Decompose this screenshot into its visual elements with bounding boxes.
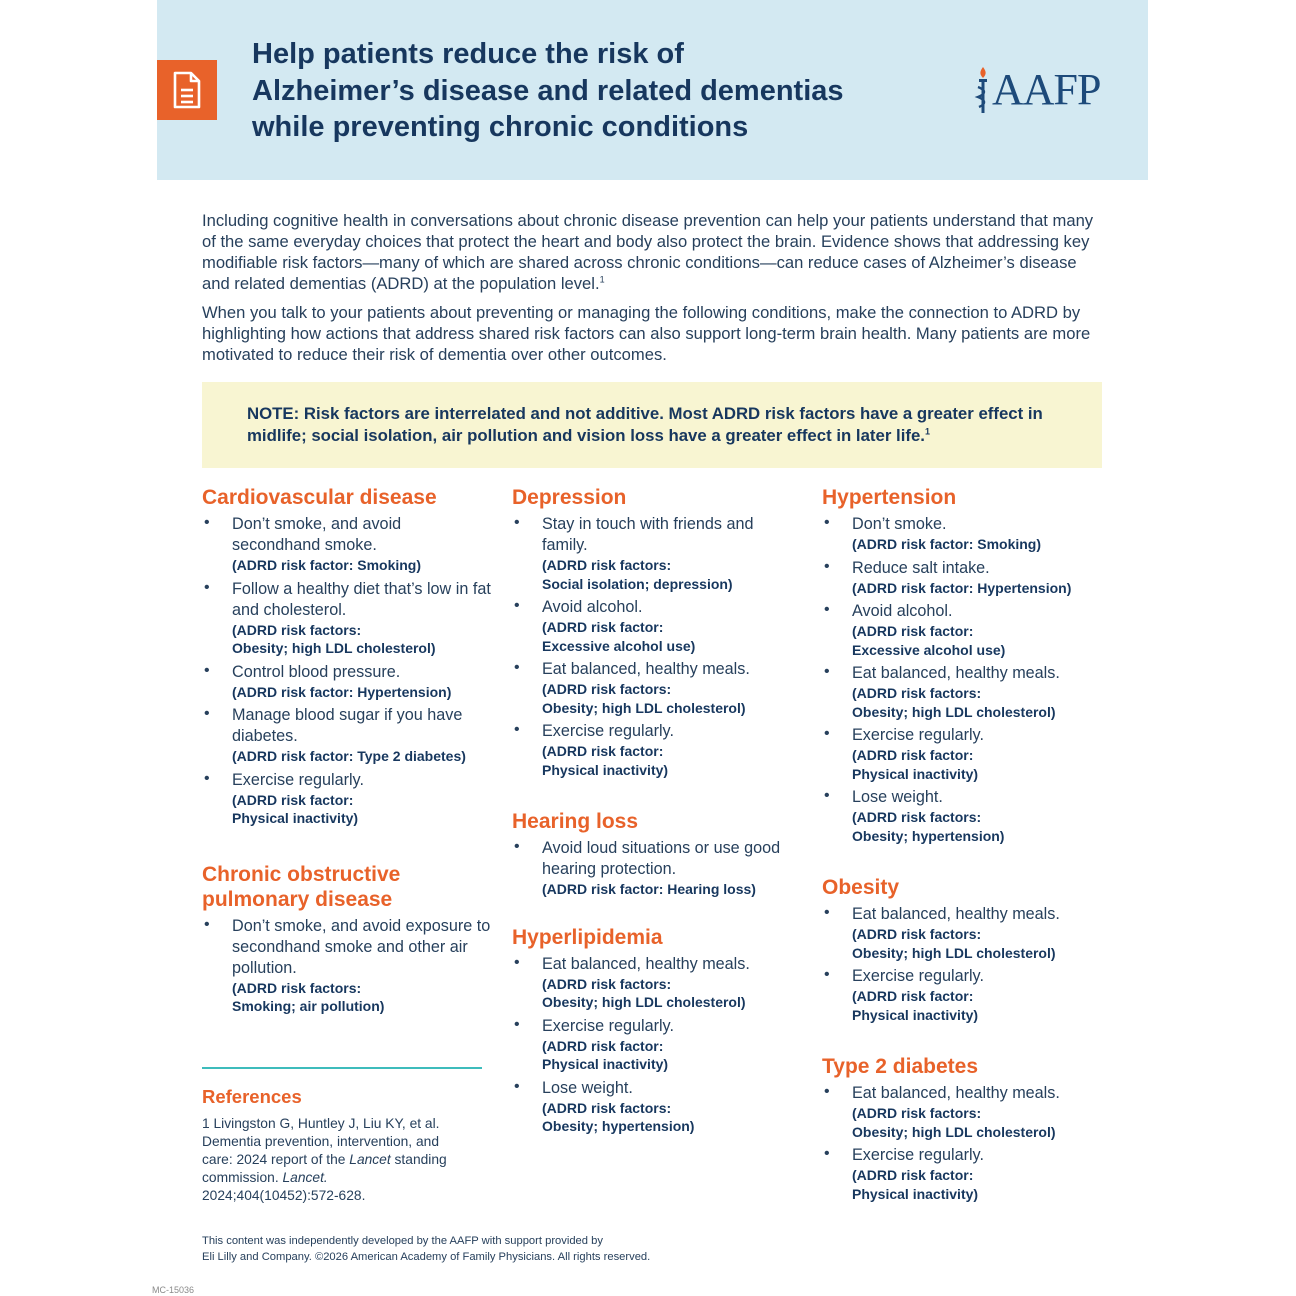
list-item [512, 597, 802, 655]
logo-text: AAFP [992, 65, 1101, 114]
list-item [822, 601, 1112, 659]
section-title: Obesity [822, 876, 900, 899]
list-item [822, 1145, 1112, 1203]
risk-factor: (ADRD risk factors: Obesity; hypertension) [852, 809, 1005, 844]
risk-factor: (ADRD risk factor: Physical inactivity) [852, 1167, 979, 1202]
risk-factor: (ADRD risk factor: Smoking) [232, 557, 422, 573]
aafp-logo [974, 64, 1101, 115]
action-text: • Stay in touch with friends and family. [542, 515, 754, 554]
risk-factor: (ADRD risk factors: Obesity; high LDL cholesterol) [852, 685, 1056, 720]
reference-text: standing commission. [202, 1152, 447, 1185]
list-item [822, 663, 1112, 721]
risk-factor: (ADRD risk factors: Smoking; air pollution) [232, 979, 385, 1014]
section-obesity [822, 875, 1112, 1024]
risk-factor: (ADRD risk factor: Hearing loss) [542, 881, 756, 897]
section-title: Cardiovascular disease [202, 486, 437, 509]
section-title: Hearing loss [512, 810, 639, 833]
list-item [822, 787, 1112, 845]
intro-paragraph-1 [202, 210, 1102, 294]
risk-factor: (ADRD risk factor: Excessive alcohol use) [542, 619, 696, 654]
risk-factor: (ADRD risk factor: Physical inactivity) [232, 791, 359, 826]
list-item [512, 721, 802, 779]
action-text: • Exercise regularly. [542, 722, 674, 740]
section-cardiovascular [202, 485, 492, 828]
section-hypertension [822, 485, 1112, 845]
intro-p1-text: Including cognitive health in conversations about chronic disease prevention can help your patients understand that many of the same everyday choices that protect the heart and body also protect the brain. Evidence shows that addressing key modifiable risk factors—many of which are shared across chronic conditions—can reduce cases of Alzheimer’s disease and related dementias (ADRD) at the population level. [202, 211, 1094, 293]
action-text: • Eat balanced, healthy meals. [542, 954, 750, 973]
section-hyperlipidemia [512, 925, 802, 1136]
list-item [822, 1083, 1112, 1141]
note-label: NOTE: [247, 404, 300, 423]
action-text: • Avoid alcohol. [542, 598, 643, 616]
reference-text: 1 Livingston G, Huntley J, Liu KY, et al. Dementia prevention, intervention, and care: 2024 report of the [202, 1116, 440, 1167]
reference-text: 2024;404(10452):572-628. [202, 1188, 366, 1203]
list-item [202, 770, 492, 828]
note-box [202, 382, 1102, 468]
action-text: • Exercise regularly. [542, 1016, 674, 1035]
list-item [202, 514, 492, 575]
action-text: • Eat balanced, healthy meals. [542, 660, 750, 678]
section-type-2-diabetes [822, 1054, 1112, 1203]
section-depression [512, 485, 802, 779]
risk-factor: (ADRD risk factor: Physical inactivity) [852, 988, 979, 1023]
list-item [512, 1078, 802, 1136]
action-text: • Lose weight. [852, 788, 943, 806]
risk-factor: (ADRD risk factor: Type 2 diabetes) [232, 748, 466, 764]
action-text: • Avoid alcohol. [852, 602, 953, 620]
list-item [202, 662, 492, 702]
action-text: • Eat balanced, healthy meals. [852, 1084, 1060, 1102]
footer-disclaimer [202, 1233, 682, 1265]
action-text: • Manage blood sugar if you have diabetes. [232, 706, 463, 745]
section-title: Type 2 diabetes [822, 1055, 979, 1078]
risk-factor: (ADRD risk factors: Obesity; high LDL cholesterol) [542, 975, 746, 1010]
section-hearing-loss [512, 809, 802, 899]
section-title: Depression [512, 486, 627, 509]
action-text: • Reduce salt intake. [852, 558, 990, 577]
list-item [512, 514, 802, 593]
list-item [512, 1016, 802, 1074]
page-title [252, 36, 912, 146]
list-item [822, 514, 1112, 554]
reference-item [202, 1115, 462, 1205]
action-text: • Exercise regularly. [232, 770, 364, 789]
list-item [822, 966, 1112, 1024]
title-line-1: Help patients reduce the risk of [252, 38, 684, 70]
section-copd [202, 862, 492, 1016]
risk-factor: (ADRD risk factors: Social isolation; depression) [542, 557, 733, 592]
action-text: • Don’t smoke. [852, 515, 947, 533]
footnote-ref: 1 [924, 426, 930, 437]
footer-line-1: This content was independently developed by the AAFP with support provided by [202, 1235, 603, 1247]
divider [202, 1067, 482, 1069]
intro-text [202, 210, 1102, 373]
risk-factor: (ADRD risk factor: Hypertension) [852, 579, 1072, 596]
intro-paragraph-2: When you talk to your patients about preventing or managing the following conditions, make the connection to ADRD by highlighting how actions that address shared risk factors can also support long-term brain health. Many patients are more motivated to reduce their risk of dementia over other outcomes. [202, 303, 1091, 364]
risk-factor: (ADRD risk factor: Physical inactivity) [542, 743, 669, 778]
references-title: References [202, 1086, 302, 1107]
list-item [202, 916, 492, 1016]
risk-factor: (ADRD risk factors: Obesity; high LDL cholesterol) [542, 681, 746, 716]
action-text: • Control blood pressure. [232, 662, 401, 681]
action-text: • Don’t smoke, and avoid secondhand smoke. [232, 515, 402, 554]
document-icon [157, 60, 217, 120]
column-1 [202, 485, 492, 1038]
action-text: • Avoid loud situations or use good hearing protection. [542, 839, 781, 878]
section-title: Hyperlipidemia [512, 925, 663, 949]
risk-factor: (ADRD risk factors: Obesity; high LDL cholesterol) [852, 1105, 1056, 1140]
risk-factor: (ADRD risk factors: Obesity; high LDL cholesterol) [852, 926, 1056, 961]
action-text: • Lose weight. [542, 1078, 633, 1097]
list-item [512, 954, 802, 1012]
action-text: • Exercise regularly. [852, 967, 984, 985]
action-text: • Don’t smoke, and avoid exposure to secondhand smoke and other air pollution. [232, 916, 491, 977]
list-item [822, 558, 1112, 598]
reference-journal: Lancet [349, 1152, 391, 1167]
reference-journal: Lancet. [282, 1170, 328, 1185]
column-2 [512, 485, 802, 1158]
list-item [202, 705, 492, 766]
action-text: • Exercise regularly. [852, 1146, 984, 1164]
title-line-2: Alzheimer’s disease and related dementias [252, 74, 844, 107]
section-title: Chronic obstructive pulmonary disease [202, 862, 401, 911]
action-text: • Eat balanced, healthy meals. [852, 664, 1060, 682]
title-line-3: while preventing chronic conditions [252, 111, 749, 143]
list-item [822, 904, 1112, 962]
torch-icon [974, 65, 992, 115]
list-item [822, 725, 1112, 783]
note-text: Risk factors are interrelated and not additive. Most ADRD risk factors have a greater effect in midlife; social isolation, air pollution and vision loss have a greater effect in later life. [247, 404, 1043, 445]
risk-factor: (ADRD risk factor: Excessive alcohol use) [852, 623, 1006, 658]
footnote-ref: 1 [599, 274, 605, 285]
action-text: • Exercise regularly. [852, 726, 984, 744]
action-text: • Follow a healthy diet that’s low in fat and cholesterol. [232, 579, 491, 619]
document-code: MC-15036 [152, 1285, 195, 1295]
risk-factor: (ADRD risk factors: Obesity; hypertension) [542, 1099, 695, 1134]
risk-factor: (ADRD risk factors: Obesity; high LDL cholesterol) [232, 621, 436, 656]
risk-factor: (ADRD risk factor: Smoking) [852, 536, 1042, 552]
list-item [512, 838, 802, 899]
list-item [512, 659, 802, 717]
risk-factor: (ADRD risk factor: Hypertension) [232, 683, 452, 700]
list-item [202, 579, 492, 658]
column-3 [822, 485, 1112, 1225]
section-title: Hypertension [822, 486, 957, 509]
action-text: • Eat balanced, healthy meals. [852, 905, 1060, 923]
risk-factor: (ADRD risk factor: Physical inactivity) [542, 1037, 669, 1072]
risk-factor: (ADRD risk factor: Physical inactivity) [852, 747, 979, 782]
footer-line-2: Eli Lilly and Company. ©2026 American Academy of Family Physicians. All rights reserved. [202, 1251, 651, 1263]
